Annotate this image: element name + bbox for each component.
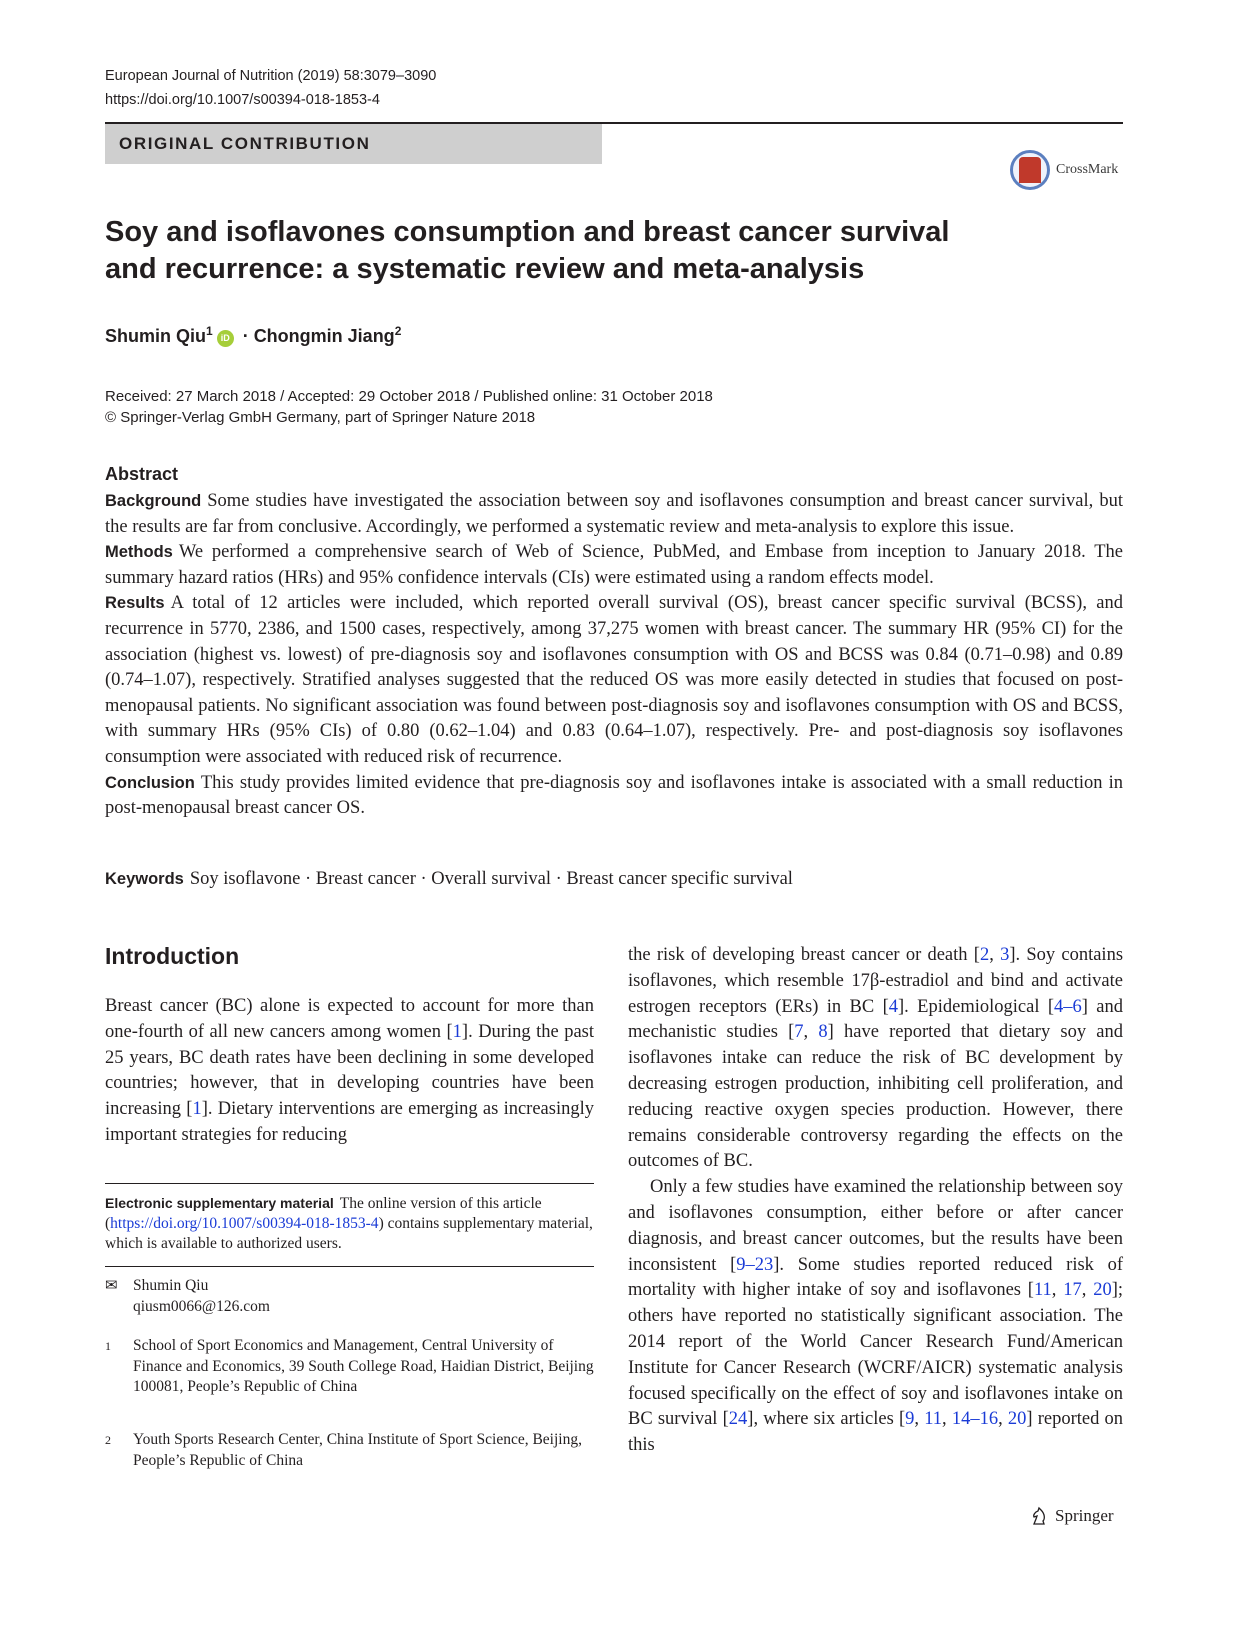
publication-dates — [105, 386, 713, 428]
abstract-background — [105, 489, 1123, 540]
body-text: ] have reported that dietary soy and isoflavones intake can reduce the risk of BC development by decreasing estrogen production, inhibiting cell proliferation, and reducing reactive oxygen species production. However, there remains considerable controversy regarding the effects on the outcomes of BC. — [628, 1022, 1124, 1172]
keywords-label: Keywords — [105, 870, 184, 888]
affiliation-2-text: Youth Sports Research Center, China Institute of Sport Science, Beijing, People’s Republic of China — [133, 1431, 582, 1469]
citation-link[interactable]: 11 — [924, 1409, 943, 1430]
methods-label: Methods — [105, 543, 173, 562]
keywords-text: Soy isoflavone · Breast cancer · Overall survival · Breast cancer specific survival — [189, 869, 793, 889]
abstract-body — [105, 489, 1123, 822]
conclusion-text: This study provides limited evidence that pre-diagnosis soy and isoflavones intake is associated with a small reduction in post-menopausal breast cancer OS. — [105, 772, 1123, 819]
article-title — [105, 214, 1005, 288]
esm-label: Electronic supplementary material — [105, 1195, 334, 1211]
keywords — [105, 869, 1123, 890]
contact-name: Shumin Qiu — [133, 1277, 209, 1294]
affiliation-1-text: School of Sport Economics and Management, Central University of Finance and Economics, 39 South College Road, Haidian District, Beijing 100081, People’s Republic of China — [133, 1337, 594, 1395]
background-label: Background — [105, 492, 202, 510]
body-text: ], where six articles [ — [747, 1409, 906, 1430]
abstract-conclusion — [105, 771, 1123, 822]
body-text: ]. Some studies reported reduced risk of mortality with higher intake of soy and isoflavones [ — [628, 1254, 1123, 1301]
author-separator: · — [237, 326, 254, 346]
author-2-affiliation: 2 — [394, 324, 402, 338]
citation-link[interactable]: 20 — [1093, 1280, 1112, 1301]
affiliation-2 — [105, 1430, 594, 1471]
body-text: ] reported on this — [628, 1409, 1123, 1456]
body-text: , — [803, 1022, 819, 1043]
contact-email[interactable]: qiusm0066@126.com — [133, 1297, 270, 1315]
intro-paragraph-2 — [628, 1175, 1123, 1459]
background-text: Some studies have investigated the association between soy and isoflavones consumption and breast cancer survival, but the results are far from conclusive. Accordingly, we performed a systematic review and meta-analysis to explore this issue. — [105, 491, 1123, 537]
citation-link[interactable]: 14–16 — [951, 1409, 999, 1430]
crossmark-label: CrossMark — [1056, 162, 1119, 177]
abstract-results — [105, 591, 1123, 770]
body-text: ]. Dietary interventions are emerging as increasingly important strategies for reducing — [105, 1099, 594, 1145]
affiliation-1-mark: 1 — [105, 1339, 111, 1353]
crossmark-icon — [1010, 150, 1050, 190]
publisher-logo — [1029, 1506, 1114, 1526]
introduction-heading: Introduction — [105, 943, 240, 969]
conclusion-label: Conclusion — [105, 773, 195, 792]
citation-link[interactable]: 11 — [1033, 1280, 1052, 1301]
journal-doi[interactable]: https://doi.org/10.1007/s00394-018-1853-4 — [105, 92, 380, 108]
article-title-line-1: Soy and isoflavones consumption and breast cancer survival — [105, 216, 950, 248]
citation-link[interactable]: 7 — [794, 1022, 804, 1043]
body-text: ]. Epidemiological [ — [898, 996, 1054, 1017]
author-2[interactable]: Chongmin Jiang — [253, 326, 395, 346]
body-text: , — [942, 1409, 952, 1430]
esm-link[interactable]: https://doi.org/10.1007/s00394-018-1853-4 — [110, 1215, 379, 1232]
citation-link[interactable]: 4 — [888, 996, 899, 1017]
intro-paragraph-1-continued — [628, 943, 1123, 1175]
affiliation-1 — [105, 1336, 594, 1398]
esm-text: The online version of this article ( — [105, 1195, 542, 1232]
journal-citation: European Journal of Nutrition (2019) 58:3079–3090 — [105, 68, 437, 84]
body-text: , — [989, 945, 1001, 965]
author-1[interactable]: Shumin Qiu — [105, 326, 206, 346]
author-list — [105, 324, 401, 347]
body-text: , — [1051, 1280, 1064, 1301]
intro-column-left — [105, 994, 594, 1149]
citation-link[interactable]: 9–23 — [736, 1254, 774, 1275]
body-text: , — [914, 1409, 925, 1430]
results-text: A total of 12 articles were included, which reported overall survival (OS), breast cancer specific survival (BCSS), and recurrence in 5770, 2386, and 1500 cases, respectively, among 37,275 women with breast cancer. The summary HR (95% CI) for the association (highest vs. lowest) of pre-diagnosis soy and isoflavones consumption with OS and BCSS was 0.84 (0.71–0.98) and 0.89 (0.74–1.07), respectively. Stratified analyses suggested that the reduced OS was more easily detected in studies that focused on post-menopausal patients. No significant association was found between post-diagnosis soy and isoflavones consumption with OS and BCSS, with summary HRs (95% CIs) of 0.80 (0.62–1.04) and 0.83 (0.64–1.07), respectively. Pre- and post-diagnosis soy isoflavones consumption were associated with reduced risk of recurrence. — [105, 593, 1123, 767]
footnote-rule — [105, 1183, 594, 1184]
citation-link[interactable]: 20 — [1007, 1409, 1027, 1430]
body-text: Only a few studies have examined the relationship between soy and isoflavones consumption, either before or after cancer diagnosis, and breast cancer outcomes, but the results have been inconsistent [ — [628, 1177, 1123, 1275]
affiliation-2-mark: 2 — [105, 1433, 111, 1447]
corresponding-author — [105, 1276, 594, 1317]
citation-link[interactable]: 4–6 — [1054, 996, 1082, 1017]
body-text: ]. Soy contains isoflavones, which resemble 17β-estradiol and bind and activate estrogen receptors (ERs) in BC [ — [628, 945, 1124, 1017]
journal-header — [105, 64, 436, 112]
body-text: ] and mechanistic studies [ — [628, 996, 1124, 1043]
citation-link[interactable]: 24 — [728, 1409, 748, 1430]
results-label: Results — [105, 594, 165, 613]
publication-history: Received: 27 March 2018 / Accepted: 29 October 2018 / Published online: 31 October 2018 — [105, 388, 713, 405]
article-type-banner: ORIGINAL CONTRIBUTION — [105, 124, 602, 164]
author-1-affiliation: 1 — [206, 324, 213, 338]
springer-knight-icon — [1029, 1506, 1049, 1526]
body-text: , — [1081, 1280, 1094, 1301]
intro-paragraph-1 — [105, 994, 594, 1149]
body-text: the risk of developing breast cancer or death [ — [628, 945, 980, 965]
envelope-icon: ✉ — [105, 1278, 118, 1294]
abstract-heading: Abstract — [105, 464, 179, 484]
orcid-icon[interactable]: iD — [217, 330, 234, 347]
crossmark-button[interactable] — [1010, 146, 1118, 194]
footnote-rule — [105, 1266, 594, 1267]
citation-link[interactable]: 3 — [1000, 945, 1010, 965]
copyright-notice: © Springer-Verlag GmbH Germany, part of Springer Nature 2018 — [105, 409, 536, 426]
methods-text: We performed a comprehensive search of Web of Science, PubMed, and Embase from inception to January 2018. The summary hazard ratios (HRs) and 95% confidence intervals (CIs) were estimated using a random effects model. — [105, 542, 1123, 588]
body-text: ]; others have reported no statistically significant association. The 2014 report of the World Cancer Research Fund/American Institute for Cancer Research (WCRF/AICR) systematic analysis focused specifically on the effect of soy and isoflavones intake on BC survival [ — [628, 1280, 1124, 1430]
abstract-methods — [105, 540, 1123, 591]
citation-link[interactable]: 2 — [979, 945, 990, 965]
body-text: ]. During the past 25 years, BC death rates have been declining in some developed countries; however, that in developing countries have been increasing [ — [105, 1021, 594, 1120]
body-text: , — [998, 1409, 1008, 1430]
esm-text: ) contains supplementary material, which is available to authorized users. — [105, 1215, 593, 1252]
citation-link[interactable]: 1 — [452, 1021, 462, 1042]
article-title-line-2: and recurrence: a systematic review and meta-analysis — [105, 253, 865, 285]
citation-link[interactable]: 17 — [1063, 1280, 1082, 1301]
intro-column-right — [628, 943, 1123, 1459]
citation-link[interactable]: 8 — [818, 1022, 828, 1043]
citation-link[interactable]: 9 — [905, 1409, 915, 1430]
publisher-name: Springer — [1055, 1506, 1114, 1525]
citation-link[interactable]: 1 — [192, 1099, 202, 1120]
body-text: Breast cancer (BC) alone is expected to account for more than one-fourth of all new cancers among women [ — [105, 996, 594, 1042]
esm-footnote — [105, 1193, 594, 1254]
